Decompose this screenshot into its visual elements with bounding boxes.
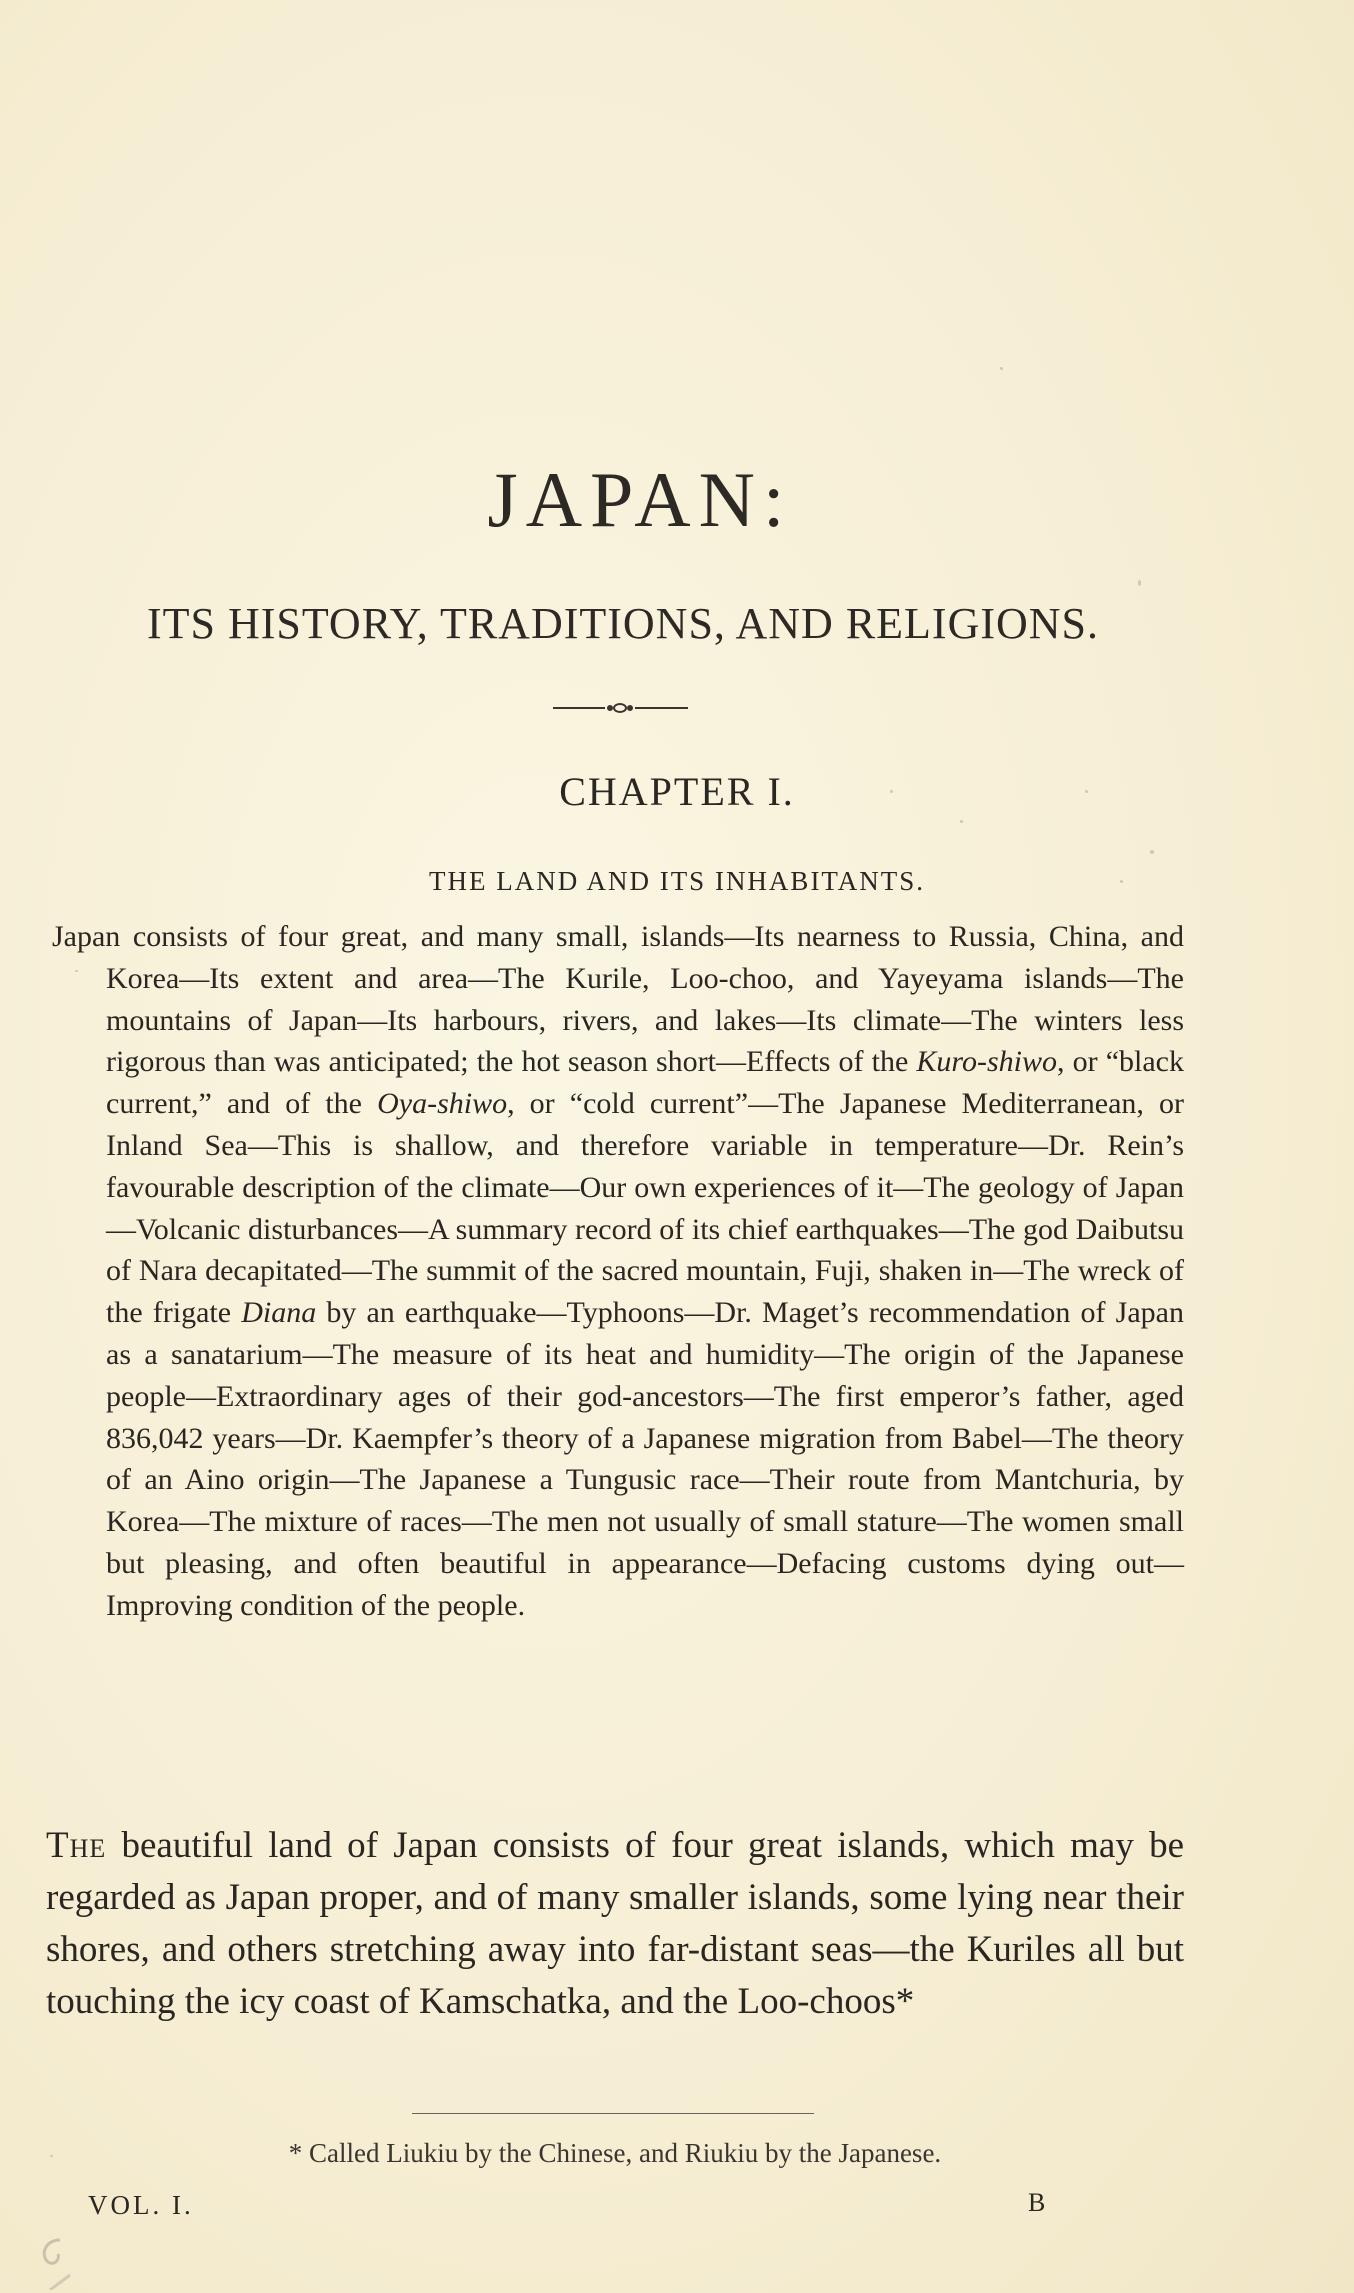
paper-speckle xyxy=(50,2155,53,2157)
ornament-divider-icon xyxy=(553,700,688,716)
chapter-heading: CHAPTER I. xyxy=(559,769,795,814)
summary-term-kuro-shiwo: Kuro-shiwo xyxy=(916,1045,1057,1079)
body-text: beautiful land of Japan consists of four great islands, which may be regarded as Japan proper, and of many smaller islands, some lying near their shores, and others stretching away into far-distant seas—the Kuriles all but touching the icy coast of Kamschatka, and the Loo-choos* xyxy=(46,1825,1184,2022)
body-paragraph xyxy=(46,1820,1184,2028)
book-subtitle: ITS HISTORY, TRADITIONS, AND RELIGIONS. xyxy=(146,599,1100,648)
paper-speckle xyxy=(75,970,78,972)
paper-speckle xyxy=(1000,367,1003,370)
footnote-rule xyxy=(412,2113,814,2114)
summary-part-3: , or “cold current”—The Japanese Mediterranean, or Inland Sea—This is shallow, and therefore variable in temperature—Dr. Rein’s favourable description of the climate—Our own experiences of it—The geology of Japan—Volcanic disturbances—A summary record of its chief earthquakes—The god Daibutsu of Nara decapitated—The summit of the sacred mountain, Fuji, shaken in—The wreck of the frigate xyxy=(106,1087,1184,1330)
paper-speckle xyxy=(1085,790,1088,793)
body-lead-word: The xyxy=(46,1825,107,1866)
paper-speckle xyxy=(890,790,893,793)
signature-letter: B xyxy=(1028,2188,1046,2217)
paper-speckle xyxy=(1150,850,1154,854)
chapter-title: THE LAND AND ITS INHABITANTS. xyxy=(428,866,926,896)
paper-speckle xyxy=(1120,880,1123,883)
summary-part-2: , or “black current,” and of the xyxy=(106,1045,1184,1121)
page-title: JAPAN: xyxy=(487,456,793,543)
chapter-summary xyxy=(52,916,1184,1627)
summary-part-1: Japan consists of four great, and many small, islands—Its nearness to Russia, China, and Korea—Its extent and area—The Kurile, Loo-choo, and Yayeyama islands—The mountains of Japan—Its harbours, rivers, and lakes—Its climate—The winters less rigorous than was anticipated; the hot season short—Effects of the xyxy=(52,920,1184,1079)
summary-part-4: by an earthquake—Typhoons—Dr. Maget’s recommendation of Japan as a sanatarium—The measure of its heat and humidity—The origin of the Japanese people—Extraordinary ages of their god-ancestors—The first emperor’s father, aged 836,042 years—Dr. Kaempfer’s theory of a Japanese migration from Babel—The theory of an Aino origin—The Japanese a Tungusic race—Their route from Mantchuria, by Korea—The mixture of races—The men not usually of small stature—The women small but pleasing, and often beautiful in appearance—Defacing customs dying out—Improving condition of the people. xyxy=(106,1296,1184,1622)
volume-signature: VOL. I. xyxy=(88,2190,194,2220)
summary-term-diana: Diana xyxy=(241,1296,317,1330)
paper-speckle xyxy=(960,820,963,823)
summary-term-oya-shiwo: Oya-shiwo xyxy=(377,1087,508,1121)
footnote: * Called Liukiu by the Chinese, and Riukiu by the Japanese. xyxy=(288,2138,942,2168)
paper-speckle xyxy=(1138,580,1141,586)
pencil-mark-icon xyxy=(30,2230,90,2290)
